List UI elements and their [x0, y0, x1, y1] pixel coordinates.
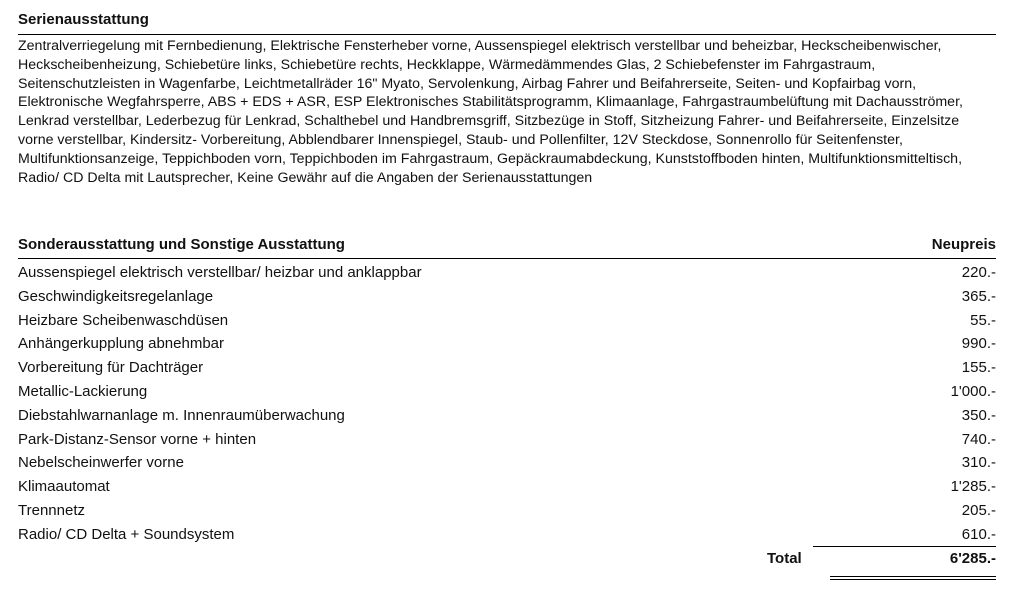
option-label: Radio/ CD Delta + Soundsystem [18, 525, 235, 543]
option-label: Metallic-Lackierung [18, 382, 148, 400]
serienausstattung-heading-row [18, 11, 996, 35]
table-row [18, 499, 996, 523]
serienausstattung-title: Serienausstattung [18, 11, 149, 28]
option-label: Aussenspiegel elektrisch verstellbar/ heizbar und anklappbar [18, 264, 422, 281]
table-row [18, 451, 996, 475]
option-price: 205.- [961, 501, 996, 519]
neupreis-header: Neupreis [931, 236, 996, 253]
table-row [18, 523, 996, 547]
sonderausstattung-section [18, 236, 996, 567]
serienausstattung-section [18, 11, 996, 187]
table-row [18, 332, 996, 356]
option-price: 740.- [961, 430, 996, 448]
option-price: 990.- [961, 335, 996, 353]
option-label: Geschwindigkeitsregelanlage [18, 287, 214, 305]
option-price: 350.- [961, 406, 996, 424]
option-price: 155.- [961, 359, 996, 377]
total-label: Total [767, 550, 802, 567]
table-row [18, 475, 996, 499]
table-row [18, 261, 996, 285]
serienausstattung-text: Zentralverriegelung mit Fernbedienung, Elektrische Fensterheber vorne, Aussenspiegel elektrisch verstellbar und beheizbar, Heckscheibenwischer, Heckscheibenheizung, Schiebetüre links, Schiebetüre rechts, Heckklappe, Wärmedämmendes Glas, 2 Schiebefenster im Fahrgastraum, Seitenschutzleisten in Wagenfarbe, Leichtmetallräder 16" Myato, Servolenkung, Airbag Fahrer und Beifahrerseite, Seiten- und Kopfairbag vorn, Elektronische Wegfahrsperre, ABS + EDS + ASR, ESP Elektronisches Stabilitätsprogramm, Klimaanlage, Fahrgastraumbelüftung mit Dachausströmer, Lenkrad verstellbar, Lederbezug für Lenkrad, Schalthebel und Handbremsgriff, Sitzbezüge in Stoff, Sitzheizung Fahrer- und Beifahrerseite, Einzelsitze vorne verstellbar, Kindersitz- Vorbereitung, Abblendbarer Innenspiegel, Staub- und Pollenfilter, 12V Steckdose, Sonnenrollo für Seitenfenster, Multifunktionsanzeige, Teppichboden vorn, Teppichboden im Fahrgastraum, Gepäckraumabdeckung, Kunststoffboden hinten, Multifunktionsmitteltisch, Radio/ CD Delta mit Lautsprecher, Keine Gewähr auf die Angaben der Serienausstattungen [18, 38, 963, 186]
option-price: 365.- [961, 287, 996, 305]
sonderausstattung-heading-row [18, 236, 996, 259]
option-list [18, 261, 996, 547]
table-row [18, 380, 996, 404]
option-price: 1'000.- [950, 382, 996, 400]
table-row [18, 285, 996, 309]
option-label: Trennnetz [18, 501, 85, 519]
option-label: Vorbereitung für Dachträger [18, 359, 204, 377]
option-price: 1'285.- [950, 478, 996, 496]
total-row [767, 546, 996, 568]
total-double-underline-bottom [830, 579, 996, 580]
table-row [18, 428, 996, 452]
total-double-underline-top [830, 576, 996, 577]
total-value: 6'285.- [949, 550, 996, 567]
table-row [18, 404, 996, 428]
option-price: 55.- [970, 311, 996, 329]
option-label: Nebelscheinwerfer vorne [18, 454, 184, 472]
option-label: Anhängerkupplung abnehmbar [18, 335, 224, 353]
option-label: Klimaautomat [18, 478, 110, 496]
option-price: 220.- [961, 264, 996, 281]
sonderausstattung-title: Sonderausstattung und Sonstige Ausstattung [18, 236, 345, 253]
option-price: 610.- [961, 525, 996, 543]
option-label: Diebstahlwarnanlage m. Innenraumüberwachung [18, 406, 345, 424]
table-row [18, 356, 996, 380]
table-row [18, 309, 996, 333]
option-label: Heizbare Scheibenwaschdüsen [18, 311, 229, 329]
option-label: Park-Distanz-Sensor vorne + hinten [18, 430, 257, 448]
option-price: 310.- [961, 454, 996, 472]
